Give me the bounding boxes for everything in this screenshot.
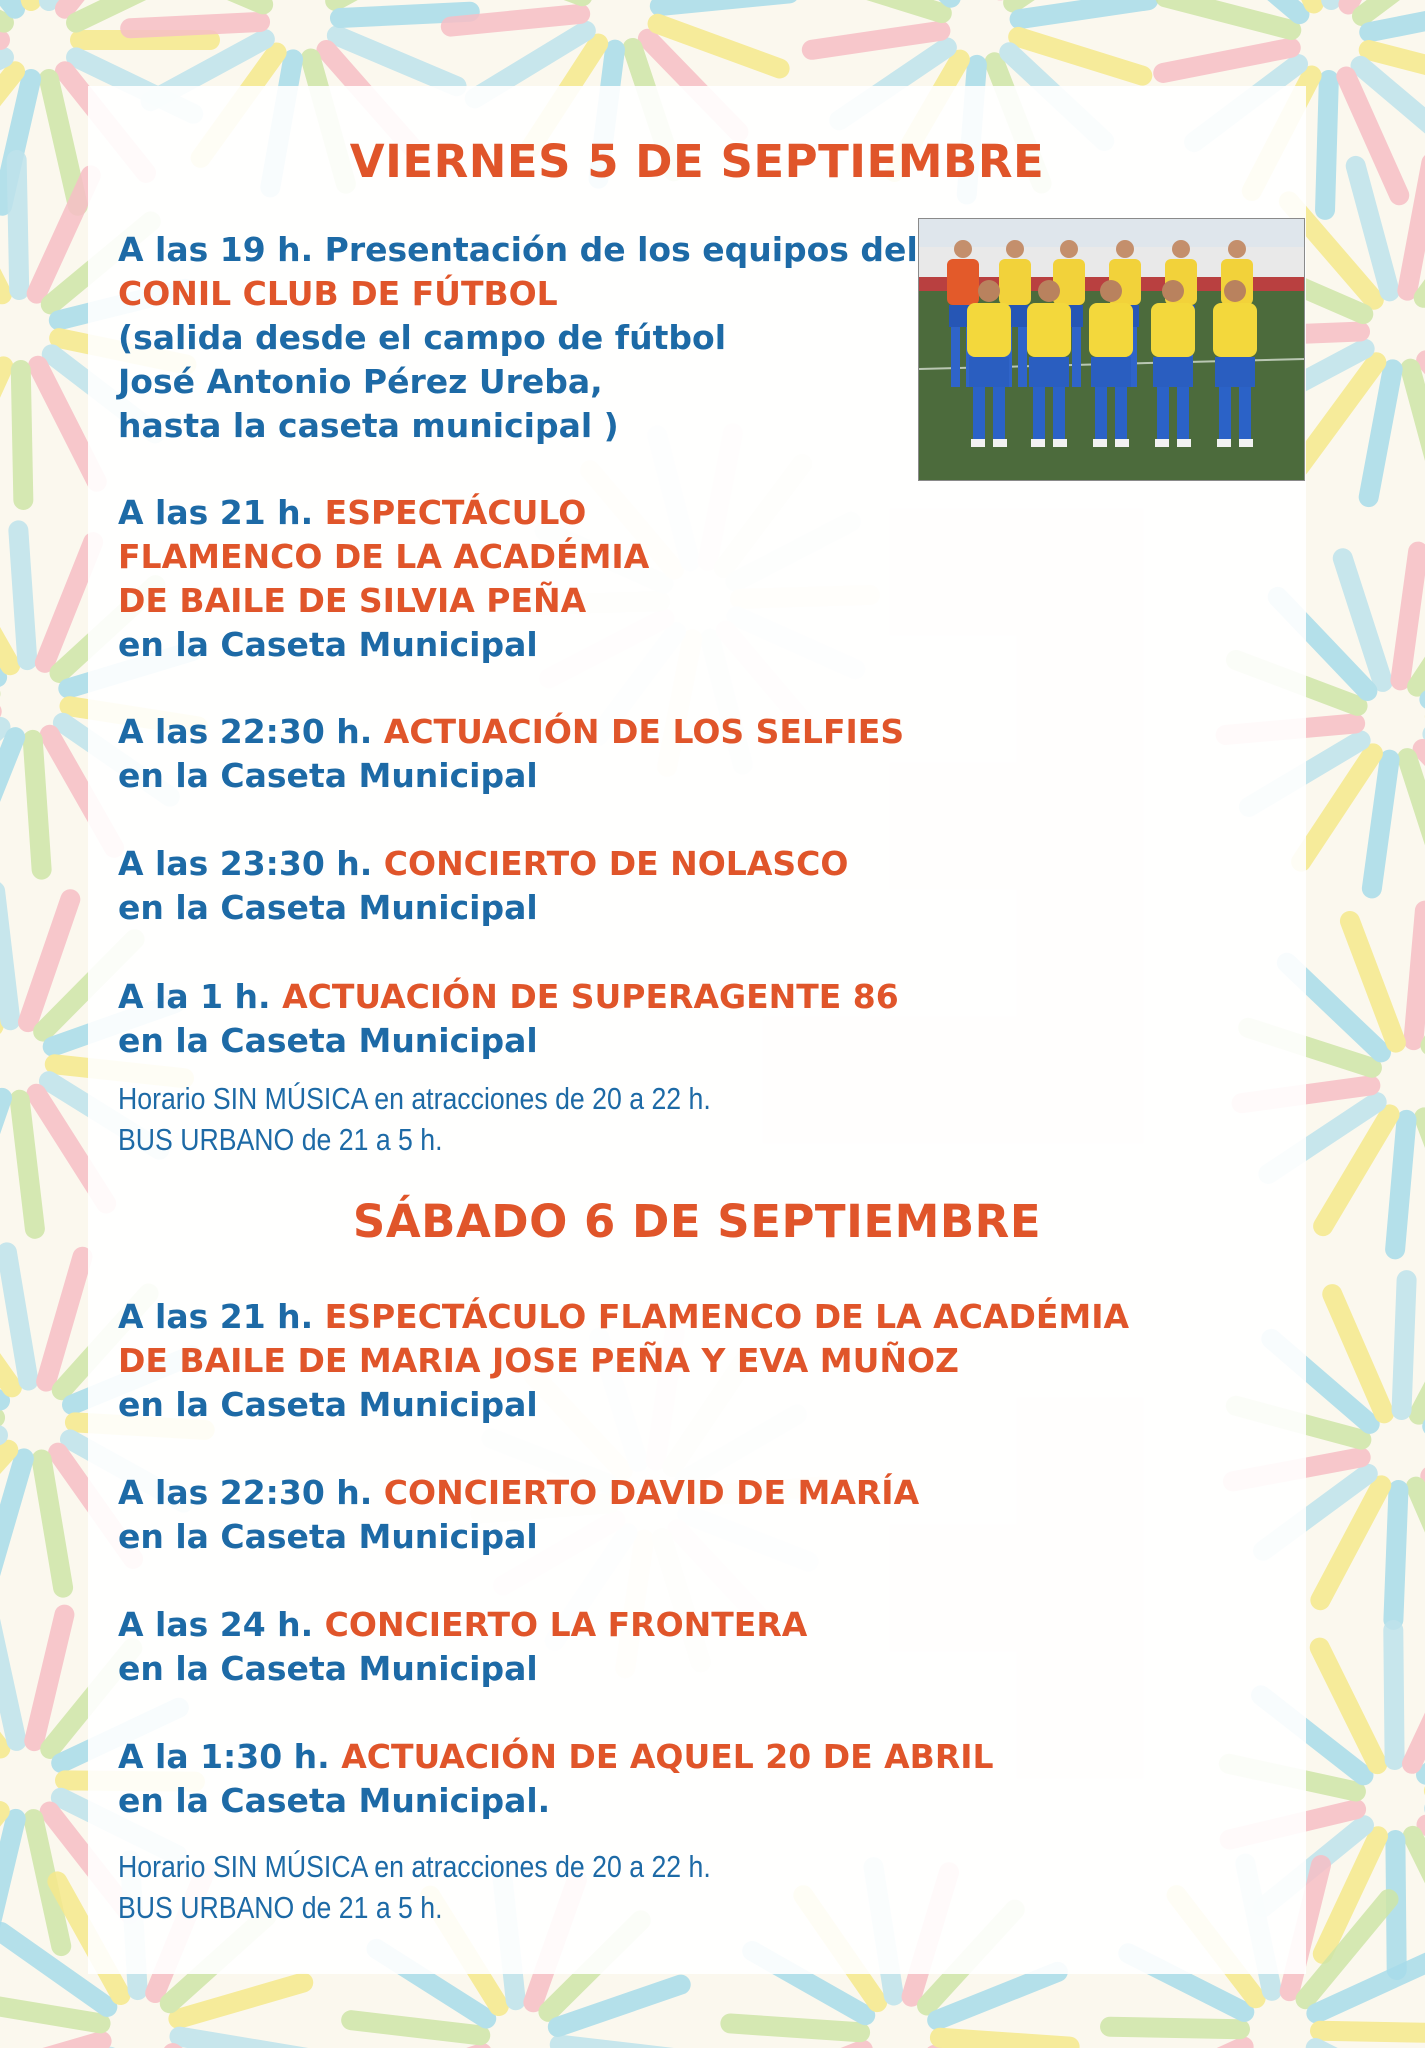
friday-event-1-line-4: José Antonio Pérez Ureba,: [118, 362, 603, 401]
friday-event-3-line-2: en la Caseta Municipal: [118, 756, 538, 795]
saturday-event-4-line-2: en la Caseta Municipal.: [118, 1781, 551, 1820]
saturday-note-no-music: Horario SIN MÚSICA en atracciones de 20 a 22 h.: [118, 1849, 711, 1884]
friday-event-1-line-5: hasta la caseta municipal ): [118, 406, 619, 445]
saturday-event-1-line-3: en la Caseta Municipal: [118, 1385, 538, 1424]
football-team-photo-icon: [918, 218, 1305, 481]
saturday-event-1-line-2: DE BAILE DE MARIA JOSE PEÑA Y EVA MUÑOZ: [118, 1341, 959, 1380]
friday-event-4-line-2: en la Caseta Municipal: [118, 888, 538, 927]
saturday-event-1-line-1: A las 21 h. ESPECTÁCULO FLAMENCO DE LA ACADÉMIA: [118, 1297, 1130, 1336]
friday-event-5-line-2: en la Caseta Municipal: [118, 1021, 538, 1060]
saturday-event-3-line-1: A las 24 h. CONCIERTO LA FRONTERA: [118, 1605, 808, 1644]
friday-event-2-line-3: DE BAILE DE SILVIA PEÑA: [118, 581, 587, 620]
friday-event-2-line-2: FLAMENCO DE LA ACADÉMIA: [118, 537, 650, 576]
saturday-note-bus: BUS URBANO de 21 a 5 h.: [118, 1890, 443, 1925]
friday-note-bus: BUS URBANO de 21 a 5 h.: [118, 1122, 443, 1157]
saturday-event-2-line-2: en la Caseta Municipal: [118, 1517, 538, 1556]
friday-event-1-line-1: A las 19 h. Presentación de los equipos del: [118, 230, 918, 269]
friday-event-3-line-1: A las 22:30 h. ACTUACIÓN DE LOS SELFIES: [118, 712, 905, 751]
saturday-event-3-line-2: en la Caseta Municipal: [118, 1649, 538, 1688]
friday-title: VIERNES 5 DE SEPTIEMBRE: [349, 135, 1045, 188]
friday-event-1-line-3: (salida desde el campo de fútbol: [118, 318, 727, 357]
saturday-event-2-line-1: A las 22:30 h. CONCIERTO DAVID DE MARÍA: [118, 1473, 920, 1512]
saturday-title: SÁBADO 6 DE SEPTIEMBRE: [352, 1195, 1042, 1248]
friday-note-no-music: Horario SIN MÚSICA en atracciones de 20 a 22 h.: [118, 1081, 711, 1116]
friday-event-5-line-1: A la 1 h. ACTUACIÓN DE SUPERAGENTE 86: [118, 977, 899, 1016]
friday-event-2-line-1: A las 21 h. ESPECTÁCULO: [118, 493, 587, 532]
friday-event-2-line-4: en la Caseta Municipal: [118, 625, 538, 664]
friday-event-4-line-1: A las 23:30 h. CONCIERTO DE NOLASCO: [118, 844, 849, 883]
friday-event-1-line-2: CONIL CLUB DE FÚTBOL: [118, 274, 558, 313]
saturday-event-4-line-1: A la 1:30 h. ACTUACIÓN DE AQUEL 20 DE ABRIL: [118, 1737, 994, 1776]
